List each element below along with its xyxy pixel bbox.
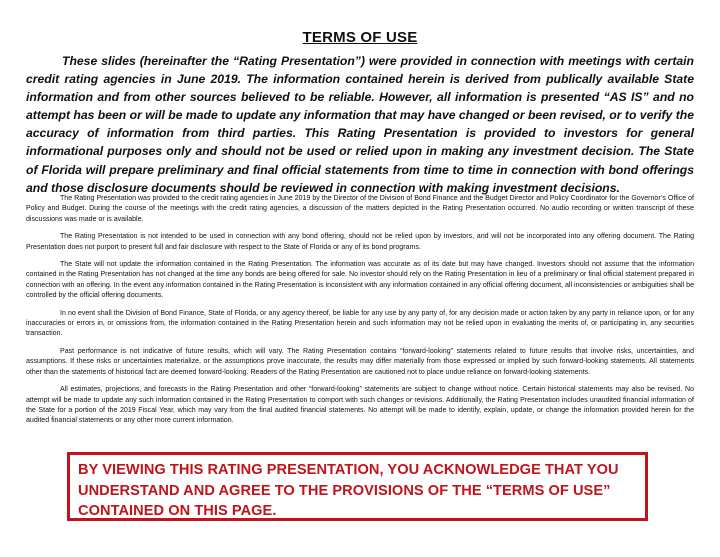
paragraph-not-for-offering: The Rating Presentation is not intended to be used in connection with any bond offering, should not be relied upon by investors, and will not be incorporated into any offering document. The Rating Presentation does not purport to present full and fair disclosure with respect to the State of Florida or any of its bond programs. xyxy=(26,233,694,251)
paragraph-no-updates: The State will not update the information contained in the Rating Presentation. The information was accurate as of its date but may have changed. Investors should not assume that the information contained in the Rating Presentation has not changed at the time any bonds are being offered for sale. No investor should rely on the Rating Presentation in lieu of a preliminary or final official statement prepared in connection with an offering. In the event any information contained in the Rating Presentation is inconsistent with any information contained in any official offering document, all inconsistencies or ambiguities shall be controlled by the official offering documents. xyxy=(26,261,694,300)
acknowledgement-box xyxy=(67,452,648,521)
paragraph-presentation-provided: The Rating Presentation was provided to the credit rating agencies in June 2019 by the Director of the Division of Bond Finance and the Budget Director and Policy Coordinator for the Governor’s Office of Policy and Budget. During the course of the meetings with the credit rating agencies, a discussion of the matters depicted in the Rating Presentation occurred. No audio recording or written transcript of these discussions was made or is available. xyxy=(26,195,694,223)
page-title: TERMS OF USE xyxy=(302,29,418,46)
lead-paragraph: These slides (hereinafter the “Rating Presentation”) were provided in connection with meetings with certain credit rating agencies in June 2019. The information contained herein is derived from publically available State information and from other sources believed to be reliable. However, all information is presented “AS IS” and no attempt has been or will be made to update any information that may have changed or been revised, or to verify the accuracy of information from third parties. This Rating Presentation is provided to investors for general informational purposes only and should not be used or relied upon in making any investment decision. The State of Florida will prepare preliminary and final official statements from time to time in connection with bond offerings and those disclosure documents should be reviewed in connection with making investment decisions. xyxy=(26,54,694,195)
paragraph-past-performance: Past performance is not indicative of future results, which will vary. The Rating Presentation contains “forward-looking” statements related to future results that involve risks, uncertainties, and assumptions. If these risks or uncertainties materialize, or the assumptions prove inaccurate, the results may differ materially from those expressed or implied by such forward-looking statements. All statements other than the statements of historical fact are deemed forward-looking. Readers of the Rating Presentation are cautioned not to place undue reliance on forward-looking statements. xyxy=(26,347,694,376)
disclaimer-body xyxy=(26,194,694,434)
acknowledgement-text: BY VIEWING THIS RATING PRESENTATION, YOU ACKNOWLEDGE THAT YOU UNDERSTAND AND AGREE TO THE PROVISIONS OF THE “TERMS OF USE” CONTAINED ON THIS PAGE. xyxy=(78,462,619,519)
paragraph-liability: In no event shall the Division of Bond Finance, State of Florida, or any agency thereof, be liable for any use by any party of, for any decision made or action taken by any party in reliance upon, or for any inaccuracies or errors in, or omissions from, the information contained in the Rating Presentation herein and such information may not be relied upon in evaluating the merits of, or participating in, any securities transaction. xyxy=(26,309,694,338)
paragraph-estimates: All estimates, projections, and forecasts in the Rating Presentation and other “forward-looking” statements are subject to change without notice. Certain historical statements may also be revised. No attempt will be made to update any such information contained in the Rating Presentation to comport with such changes or revisions. Additionally, the Rating Presentation includes unaudited financial information of the State for a portion of the 2019 Fiscal Year, which may vary from the final audited financial statements. No attempt will be made to identify, explain, update, or change the information provided herein for the audited financial statements or any other more current information. xyxy=(26,386,694,425)
